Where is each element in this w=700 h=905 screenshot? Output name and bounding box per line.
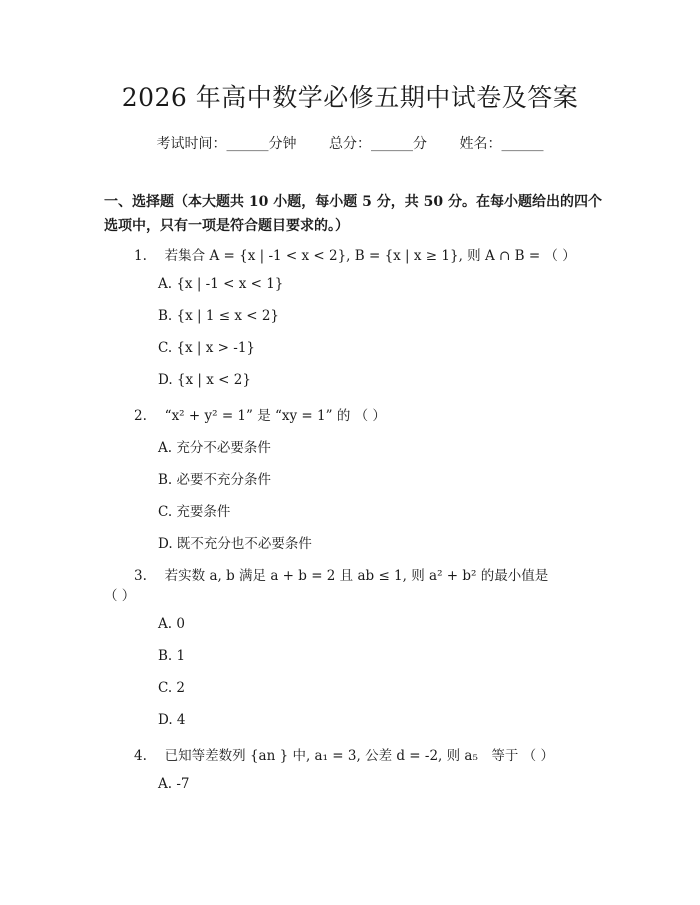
question-option: A. {x | -1 < x < 1}	[158, 276, 284, 292]
student-name: 姓名：______	[459, 136, 544, 152]
question-option: B. {x | 1 ≤ x < 2}	[158, 308, 280, 324]
question-stem: 2. “x² + y² = 1” 是 “xy = 1” 的 （ ）	[134, 408, 386, 424]
question-option: D. {x | x < 2}	[158, 372, 251, 388]
question-option: B. 必要不充分条件	[158, 472, 272, 488]
question-option: A. 0	[158, 616, 185, 632]
exam-time: 考试时间：______分钟	[156, 136, 297, 152]
question-option: A. -7	[158, 776, 190, 792]
question-stem: 1. 若集合 A = {x | -1 < x < 2}, B = {x | x ≥ 1}, 则 A ∩ B = （ ）	[134, 248, 576, 264]
question-option: A. 充分不必要条件	[158, 440, 271, 456]
question-stem: 3. 若实数 a, b 满足 a + b = 2 且 ab ≤ 1, 则 a² + b² 的最小值是	[134, 568, 549, 584]
question-stem: 4. 已知等差数列 {an } 中, a₁ = 3, 公差 d = -2, 则 a₅ 等于 （ ）	[134, 748, 554, 764]
exam-meta	[0, 133, 700, 153]
section-heading: 一、选择题（本大题共 10 小题，每小题 5 分，共 50 分。在每小题给出的四个选项中，只有一项是符合题目要求的。）	[104, 194, 602, 234]
question-option: C. {x | x > -1}	[158, 340, 256, 356]
question-option: C. 充要条件	[158, 504, 231, 520]
page-title: 2026 年高中数学必修五期中试卷及答案	[121, 83, 579, 112]
question-stem-continued: （ ）	[104, 588, 136, 604]
question-option: D. 既不充分也不必要条件	[158, 536, 312, 552]
question-option: B. 1	[158, 648, 186, 664]
exam-score: 总分：______分	[329, 136, 427, 152]
question-option: C. 2	[158, 680, 186, 696]
question-option: D. 4	[158, 712, 186, 728]
